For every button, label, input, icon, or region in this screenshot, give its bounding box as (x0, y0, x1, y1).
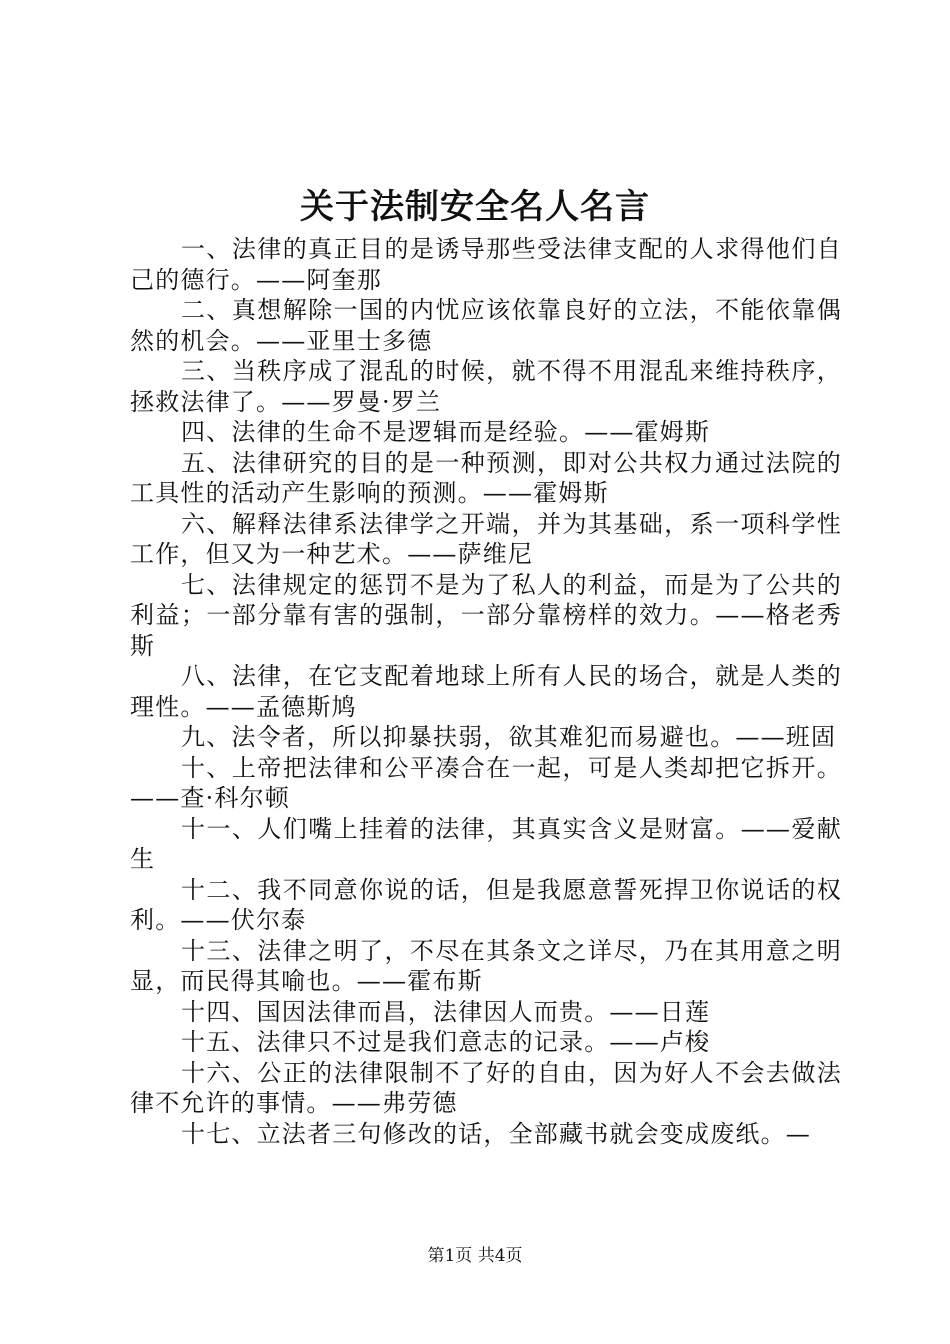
quote-item: 十一、人们嘴上挂着的法律，其真实含义是财富。——爱献生 (130, 814, 842, 873)
quote-item: 三、当秩序成了混乱的时候，就不得不用混乱来维持秩序，拯救法律了。——罗曼·罗兰 (130, 357, 842, 416)
quote-item: 八、法律，在它支配着地球上所有人民的场合，就是人类的理性。——孟德斯鸠 (130, 662, 842, 721)
quote-item: 十三、法律之明了，不尽在其条文之详尽，乃在其用意之明显，而民得其喻也。——霍布斯 (130, 936, 842, 995)
quote-item: 九、法令者，所以抑暴扶弱，欲其难犯而易避也。——班固 (181, 723, 837, 751)
quote-item: 十七、立法者三句修改的话，全部藏书就会变成废纸。— (181, 1119, 811, 1148)
quote-item: 五、法律研究的目的是一种预测，即对公共权力通过法院的工具性的活动产生影响的预测。——霍姆斯 (130, 448, 842, 507)
quote-item: 四、法律的生命不是逻辑而是经验。——霍姆斯 (181, 418, 711, 446)
quote-item: 二、真想解除一国的内忧应该依靠良好的立法，不能依靠偶然的机会。——亚里士多德 (130, 296, 842, 355)
quote-item: 十六、公正的法律限制不了好的自由，因为好人不会去做法律不允许的事情。——弗劳德 (130, 1058, 842, 1117)
quote-item: 十四、国因法律而昌，法律因人而贵。——日莲 (181, 997, 711, 1026)
quote-list (130, 234, 842, 1149)
quote-item: 一、法律的真正目的是诱导那些受法律支配的人求得他们自己的德行。——阿奎那 (130, 235, 842, 294)
quote-item: 十、上帝把法律和公平凑合在一起，可是人类却把它拆开。——查·科尔顿 (130, 753, 842, 812)
quote-item: 六、解释法律系法律学之开端，并为其基础，系一项科学性工作，但又为一种艺术。——萨维尼 (130, 509, 842, 568)
quote-item: 十二、我不同意你说的话，但是我愿意誓死捍卫你说话的权利。——伏尔泰 (130, 875, 842, 934)
document-title: 关于法制安全名人名言 (300, 187, 650, 227)
page-number-footer: 第1页 共4页 (427, 1246, 523, 1266)
quote-item: 七、法律规定的惩罚不是为了私人的利益，而是为了公共的利益；一部分靠有害的强制，一部分靠榜样的效力。——格老秀斯 (130, 570, 842, 660)
quote-item: 十五、法律只不过是我们意志的记录。——卢梭 (181, 1028, 711, 1056)
